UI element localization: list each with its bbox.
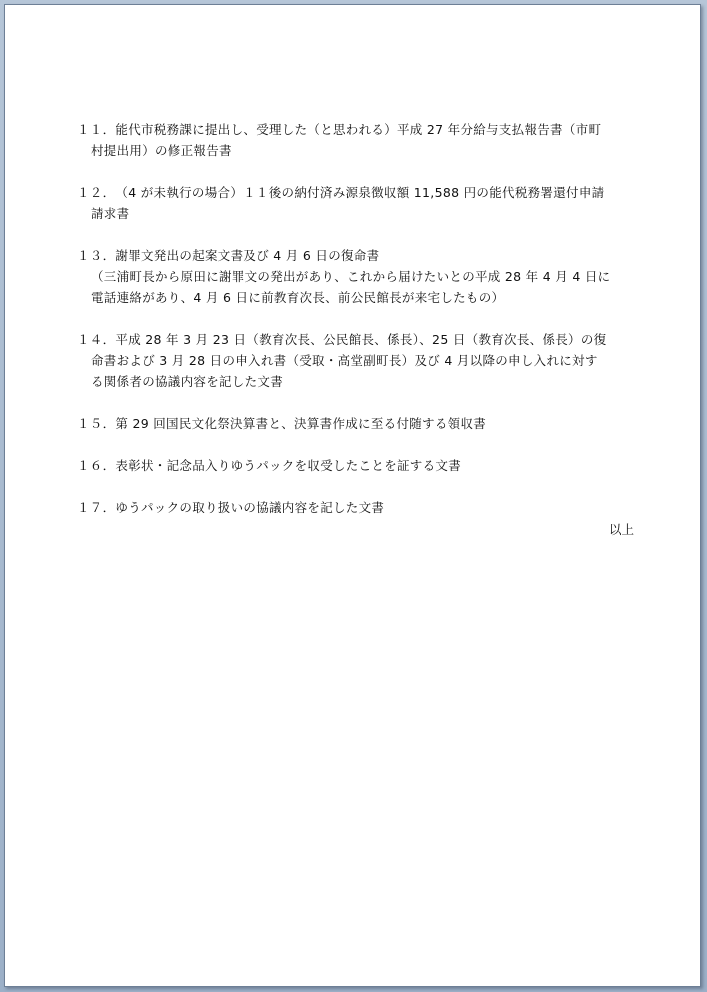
item-number: １７． [77, 500, 116, 515]
list-item-first-line [77, 119, 641, 140]
list-item-first-line [77, 182, 641, 203]
item-text-line: 請求書 [91, 206, 130, 221]
item-text-line: 平成 28 年 3 月 23 日（教育次長、公民館長、係長）、25 日（教育次長、係長）の復 [115, 332, 607, 347]
item-number: １５． [77, 416, 116, 431]
document-body [77, 119, 641, 518]
list-item-first-line [77, 497, 641, 518]
list-item-first-line [77, 413, 641, 434]
item-number: １１． [77, 122, 116, 137]
item-text-line: 村提出用）の修正報告書 [91, 143, 232, 158]
item-number: １３． [77, 248, 116, 263]
closing-text: 以上 [609, 522, 635, 537]
document-page [4, 4, 701, 987]
list-item-11 [77, 119, 641, 161]
item-text-line: 謝罪文発出の起案文書及び 4 月 6 日の復命書 [115, 248, 380, 263]
item-number: １４． [77, 332, 116, 347]
list-item-first-line [77, 245, 641, 266]
list-item-17 [77, 497, 641, 518]
item-text-line: （4 が未執行の場合）１１後の納付済み源泉徴収額 11,588 円の能代税務署還付申請 [115, 185, 605, 200]
list-item-12 [77, 182, 641, 224]
item-text-line: 命書および 3 月 28 日の申入れ書（受取・高堂副町長）及び 4 月以降の申し入れに対す [91, 353, 598, 368]
list-item-16 [77, 455, 641, 476]
list-item-first-line [77, 329, 641, 350]
item-text-line: 表彰状・記念品入りゆうパックを収受したことを証する文書 [115, 458, 462, 473]
list-item-13 [77, 245, 641, 308]
item-text-line: 電話連絡があり、4 月 6 日に前教育次長、前公民館長が来宅したもの） [91, 290, 505, 305]
list-item-first-line [77, 455, 641, 476]
item-text-line: ゆうパックの取り扱いの協議内容を記した文書 [115, 500, 385, 515]
item-text-line: る関係者の協議内容を記した文書 [91, 374, 284, 389]
item-text-line: 第 29 回国民文化祭決算書と、決算書作成に至る付随する領収書 [115, 416, 487, 431]
item-text-line: （三浦町長から原田に謝罪文の発出があり、これから届けたいとの平成 28 年 4 月 4 日に [91, 269, 611, 284]
list-item-15 [77, 413, 641, 434]
item-number: １２． [77, 185, 116, 200]
item-number: １６． [77, 458, 116, 473]
list-item-14 [77, 329, 641, 392]
item-text-line: 能代市税務課に提出し、受理した（と思われる）平成 27 年分給与支払報告書（市町 [115, 122, 602, 137]
